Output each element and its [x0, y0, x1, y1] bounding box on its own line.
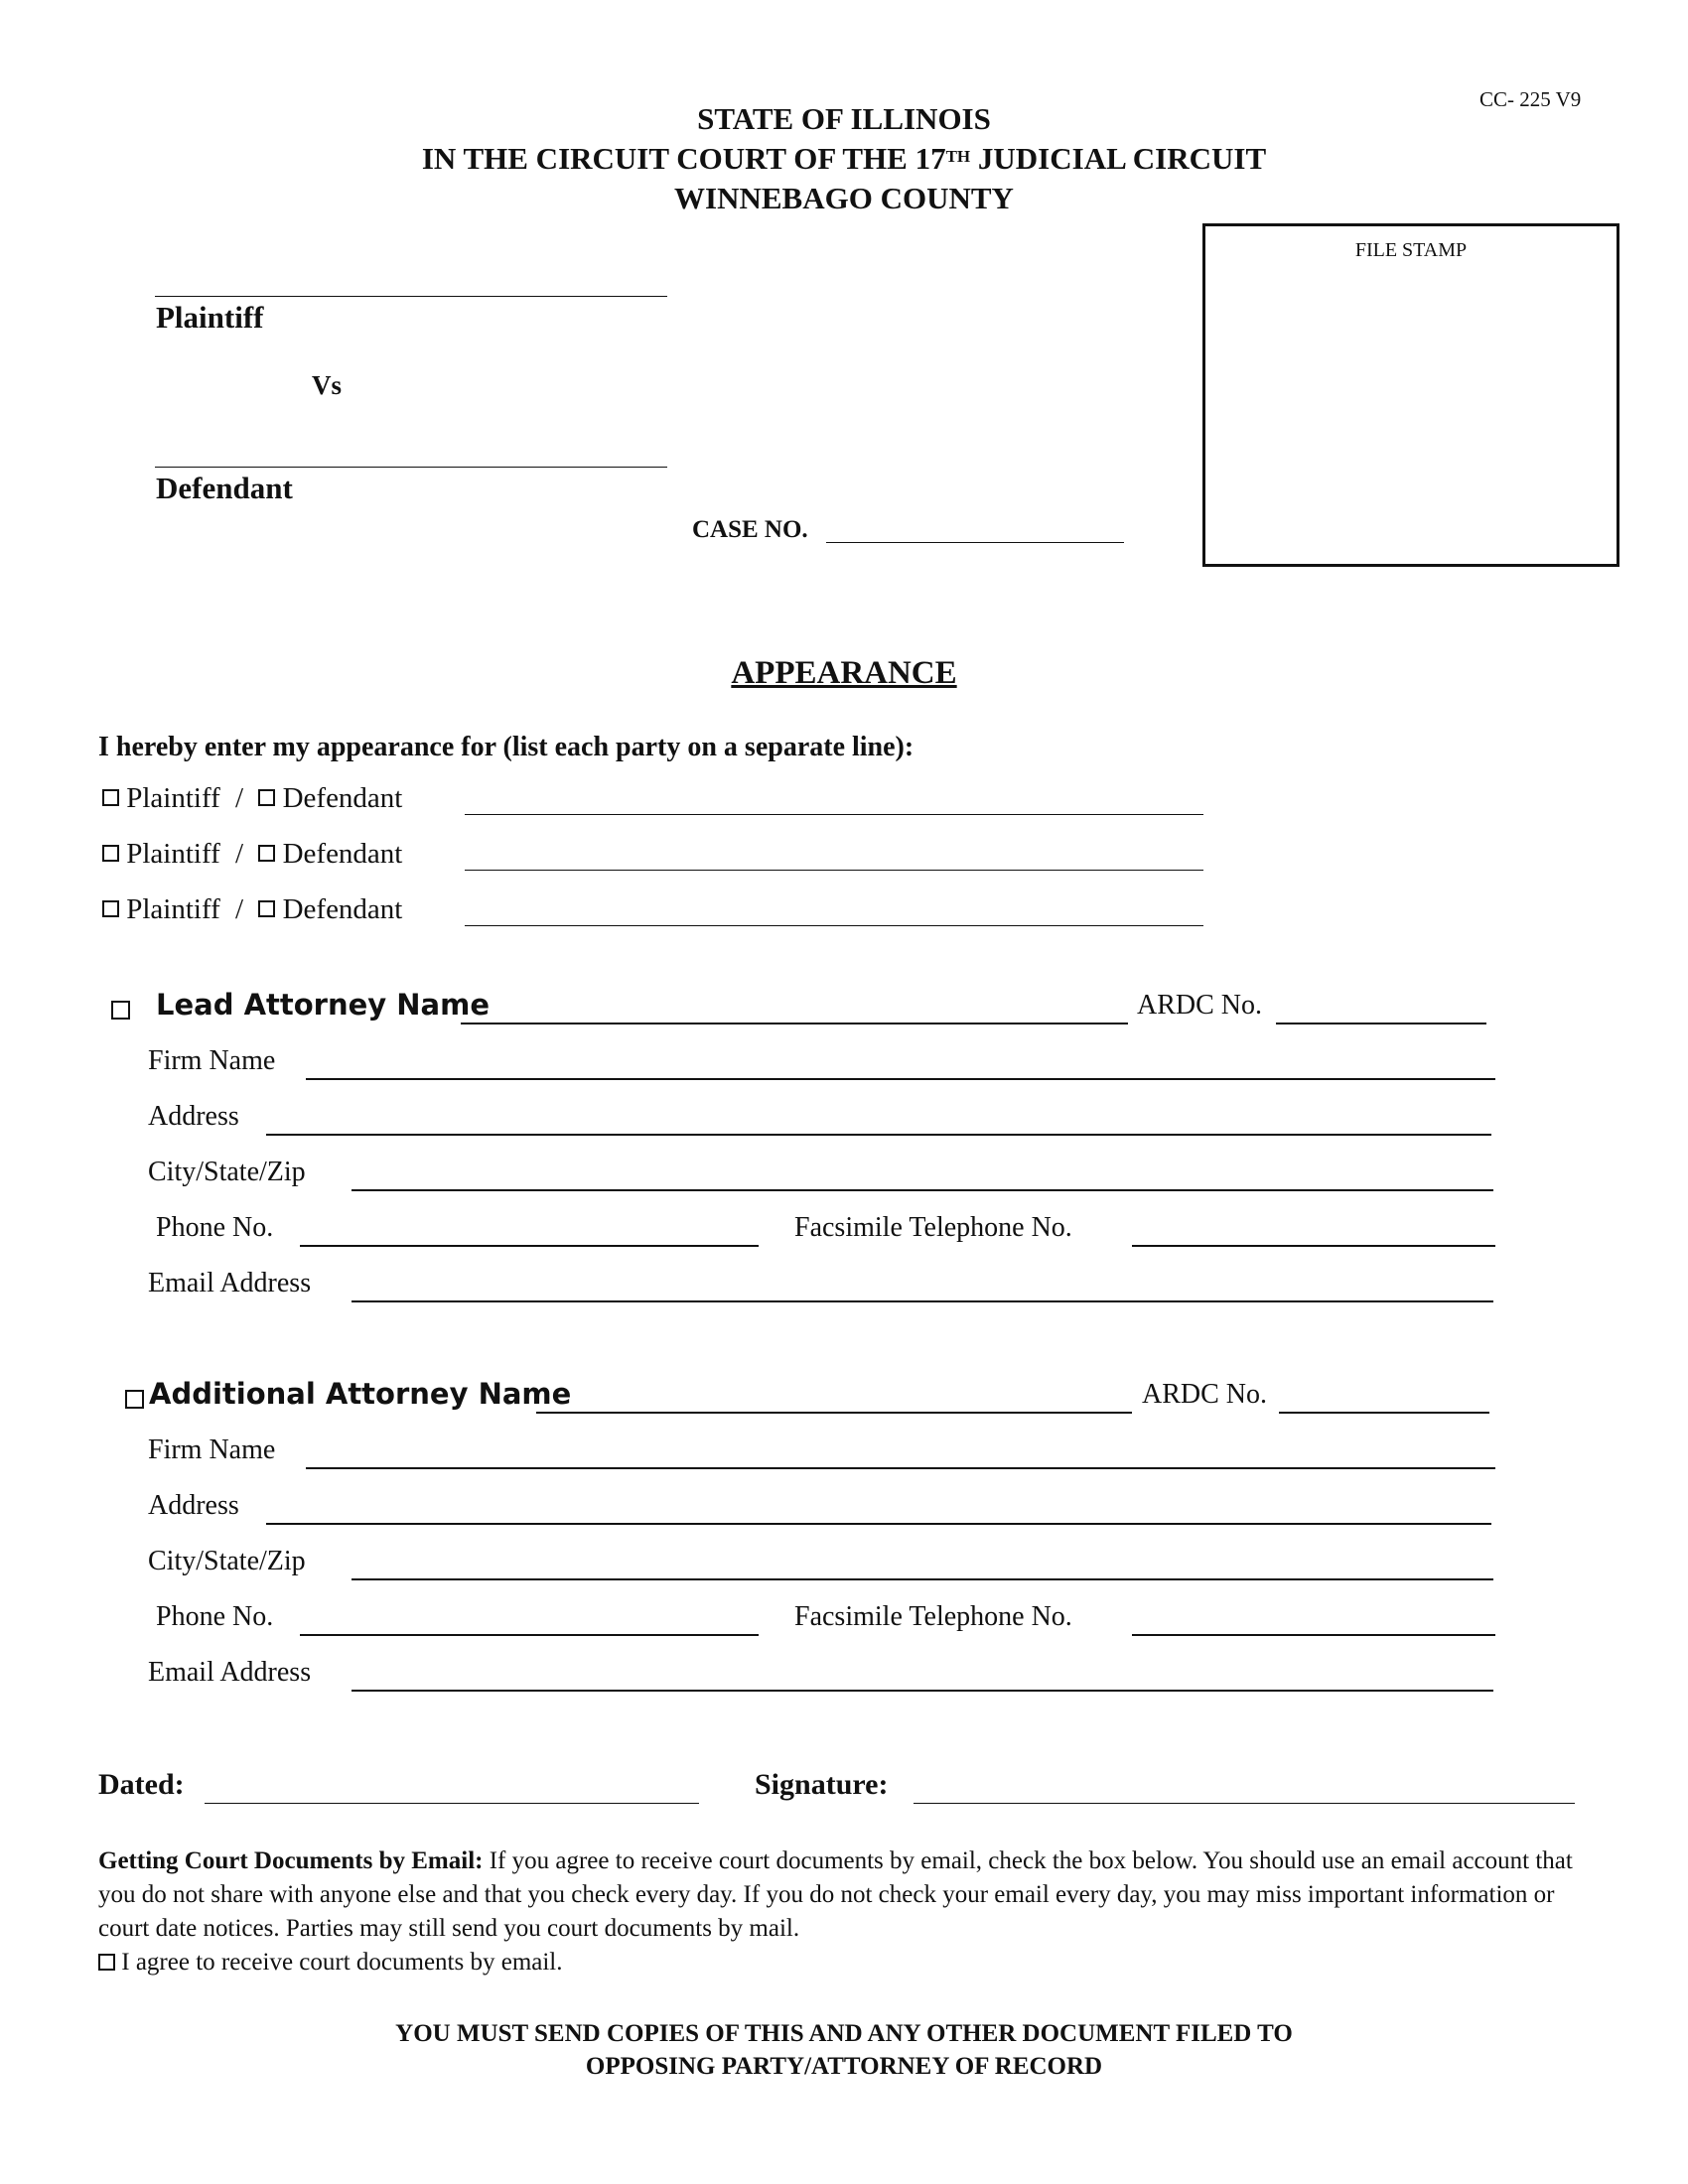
email-consent-checkbox[interactable] — [98, 1954, 115, 1971]
header-county: WINNEBAGO COUNTY — [674, 181, 1014, 215]
signature-line[interactable] — [914, 1803, 1575, 1804]
file-stamp-box — [1202, 223, 1619, 567]
lead-attorney-name-line[interactable] — [461, 1023, 1128, 1024]
party-line-2[interactable] — [465, 870, 1203, 871]
plaintiff-checkbox-2[interactable] — [102, 845, 119, 862]
plaintiff-line[interactable] — [155, 296, 667, 297]
email-notice-heading: Getting Court Documents by Email: — [98, 1847, 484, 1874]
additional-firm-line[interactable] — [306, 1467, 1495, 1469]
vs-label: Vs — [312, 370, 343, 400]
form-id: CC- 225 V9 — [1479, 87, 1582, 111]
party-line-1[interactable] — [465, 814, 1203, 815]
additional-phone-line[interactable] — [300, 1634, 759, 1636]
lead-phone-line[interactable] — [300, 1245, 759, 1247]
defendant-option-3: Defendant — [282, 893, 403, 925]
party-separator-3: / — [235, 893, 244, 925]
intro-text: I hereby enter my appearance for (list each party on a separate line): — [98, 732, 914, 762]
party-row-1 — [102, 782, 402, 822]
plaintiff-label: Plaintiff — [156, 300, 264, 335]
defendant-option-1: Defendant — [282, 782, 403, 814]
lead-attorney-checkbox[interactable] — [111, 1001, 130, 1020]
party-line-3[interactable] — [465, 925, 1203, 926]
party-row-2 — [102, 838, 402, 878]
defendant-checkbox-2[interactable] — [258, 845, 275, 862]
footer-line-2: OPPOSING PARTY/ATTORNEY OF RECORD — [585, 2053, 1103, 2080]
additional-email-line[interactable] — [352, 1690, 1493, 1692]
party-separator-2: / — [235, 838, 244, 870]
additional-city-line[interactable] — [352, 1578, 1493, 1580]
additional-firm-label: Firm Name — [148, 1434, 276, 1465]
lead-ardc-line[interactable] — [1276, 1023, 1486, 1024]
email-consent-label: I agree to receive court documents by email. — [121, 1949, 563, 1976]
footer-line-1: YOU MUST SEND COPIES OF THIS AND ANY OTHER DOCUMENT FILED TO — [395, 2020, 1293, 2047]
additional-email-label: Email Address — [148, 1657, 312, 1688]
lead-attorney-name-label: Lead Attorney Name — [156, 988, 491, 1022]
party-row-3 — [102, 893, 402, 933]
additional-attorney-checkbox[interactable] — [125, 1390, 144, 1409]
header-court-post: JUDICIAL CIRCUIT — [970, 141, 1267, 176]
header-court-sup: TH — [945, 147, 971, 166]
defendant-label: Defendant — [156, 471, 293, 505]
plaintiff-checkbox-3[interactable] — [102, 900, 119, 917]
lead-fax-line[interactable] — [1132, 1245, 1495, 1247]
additional-attorney-name-label: Additional Attorney Name — [149, 1377, 572, 1411]
additional-phone-label: Phone No. — [156, 1601, 274, 1632]
plaintiff-option-3: Plaintiff — [126, 893, 220, 925]
defendant-line[interactable] — [155, 467, 667, 468]
additional-attorney-name-line[interactable] — [536, 1412, 1132, 1414]
header-court — [0, 139, 1688, 179]
header-court-pre: IN THE CIRCUIT COURT OF THE 17 — [421, 141, 946, 176]
case-no-line[interactable] — [826, 542, 1124, 543]
lead-fax-label: Facsimile Telephone No. — [794, 1212, 1072, 1243]
plaintiff-option-2: Plaintiff — [126, 838, 220, 870]
case-no-label: CASE NO. — [692, 516, 808, 543]
file-stamp-label: FILE STAMP — [1354, 239, 1468, 261]
page-title: APPEARANCE — [731, 655, 957, 691]
plaintiff-option-1: Plaintiff — [126, 782, 220, 814]
lead-ardc-label: ARDC No. — [1137, 990, 1263, 1021]
header-state: STATE OF ILLINOIS — [697, 101, 991, 136]
additional-address-line[interactable] — [266, 1523, 1491, 1525]
email-notice — [98, 1844, 1588, 1979]
lead-email-label: Email Address — [148, 1268, 312, 1298]
lead-phone-label: Phone No. — [156, 1212, 274, 1243]
lead-firm-label: Firm Name — [148, 1045, 276, 1076]
signature-label: Signature: — [755, 1768, 889, 1801]
lead-address-line[interactable] — [266, 1134, 1491, 1136]
lead-city-label: City/State/Zip — [148, 1157, 306, 1187]
defendant-checkbox-1[interactable] — [258, 789, 275, 806]
email-notice-body: If you agree to receive court documents by email, check the box below. You should use an email account that you do not share with anyone else and that you check every day. If you do not check your email every day, you may miss important information or court date notices. Parties may still send you court documents by mail. — [98, 1847, 1573, 1942]
plaintiff-checkbox-1[interactable] — [102, 789, 119, 806]
defendant-checkbox-3[interactable] — [258, 900, 275, 917]
dated-line[interactable] — [205, 1803, 699, 1804]
additional-fax-line[interactable] — [1132, 1634, 1495, 1636]
additional-address-label: Address — [148, 1490, 239, 1521]
additional-ardc-line[interactable] — [1279, 1412, 1489, 1414]
party-separator-1: / — [235, 782, 244, 814]
lead-email-line[interactable] — [352, 1300, 1493, 1302]
additional-fax-label: Facsimile Telephone No. — [794, 1601, 1072, 1632]
additional-ardc-label: ARDC No. — [1142, 1379, 1268, 1410]
defendant-option-2: Defendant — [282, 838, 403, 870]
lead-firm-line[interactable] — [306, 1078, 1495, 1080]
additional-city-label: City/State/Zip — [148, 1546, 306, 1576]
lead-city-line[interactable] — [352, 1189, 1493, 1191]
dated-label: Dated: — [98, 1768, 185, 1801]
lead-address-label: Address — [148, 1101, 239, 1132]
